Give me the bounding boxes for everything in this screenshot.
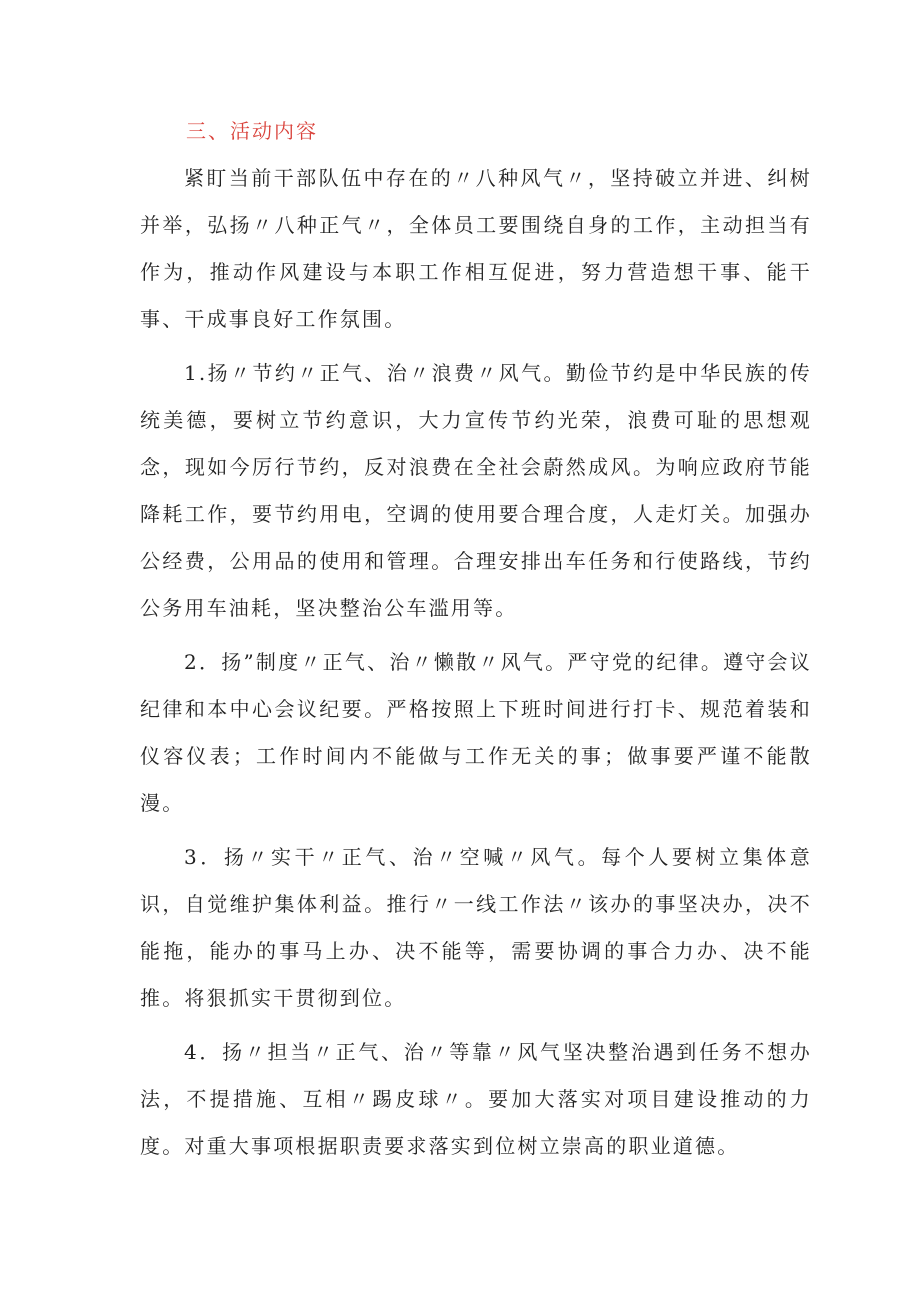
item-1-paragraph: 1.扬〃节约〃正气、治〃浪费〃风气。勤俭节约是中华民族的传统美德，要树立节约意识，大力宣传节约光荣，浪费可耻的思想观念，现如今厉行节约，反对浪费在全社会蔚然成风。为响应政府节能降耗工作，要节约用电，空调的使用要合理合度，人走灯关。加强办公经费，公用品的使用和管理。合理安排出车任务和行使路线，节约公务用车油耗，坚决整治公车滥用等。	[140, 361, 812, 620]
item-4-paragraph: 4．扬〃担当〃正气、治〃等靠〃风气坚决整治遇到任务不想办法，不提措施、互相〃踢皮球〃。要加大落实对项目建设推动的力度。对重大事项根据职责要求落实到位树立崇高的职业道德。	[140, 1040, 812, 1158]
document-body	[140, 108, 812, 1170]
intro-paragraph: 紧盯当前干部队伍中存在的〃八种风气〃，坚持破立并进、纠树并举，弘扬〃八种正气〃，全体员工要围绕自身的工作，主动担当有作为，推动作风建设与本职工作相互促进，努力营造想干事、能干事、干成事良好工作氛围。	[140, 166, 812, 331]
item-2-paragraph: 2．扬”制度〃正气、治〃懒散〃风气。严守党的纪律。遵守会议纪律和本中心会议纪要。严格按照上下班时间进行打卡、规范着装和仪容仪表；工作时间内不能做与工作无关的事；做事要严谨不能散漫。	[140, 650, 812, 815]
item-3-paragraph: 3．扬〃实干〃正气、治〃空喊〃风气。每个人要树立集体意识，自觉维护集体利益。推行〃一线工作法〃该办的事坚决办，决不能拖，能办的事马上办、决不能等，需要协调的事合力办、决不能推。将狠抓实干贯彻到位。	[140, 845, 812, 1010]
section-heading: 三、活动内容	[186, 119, 318, 143]
